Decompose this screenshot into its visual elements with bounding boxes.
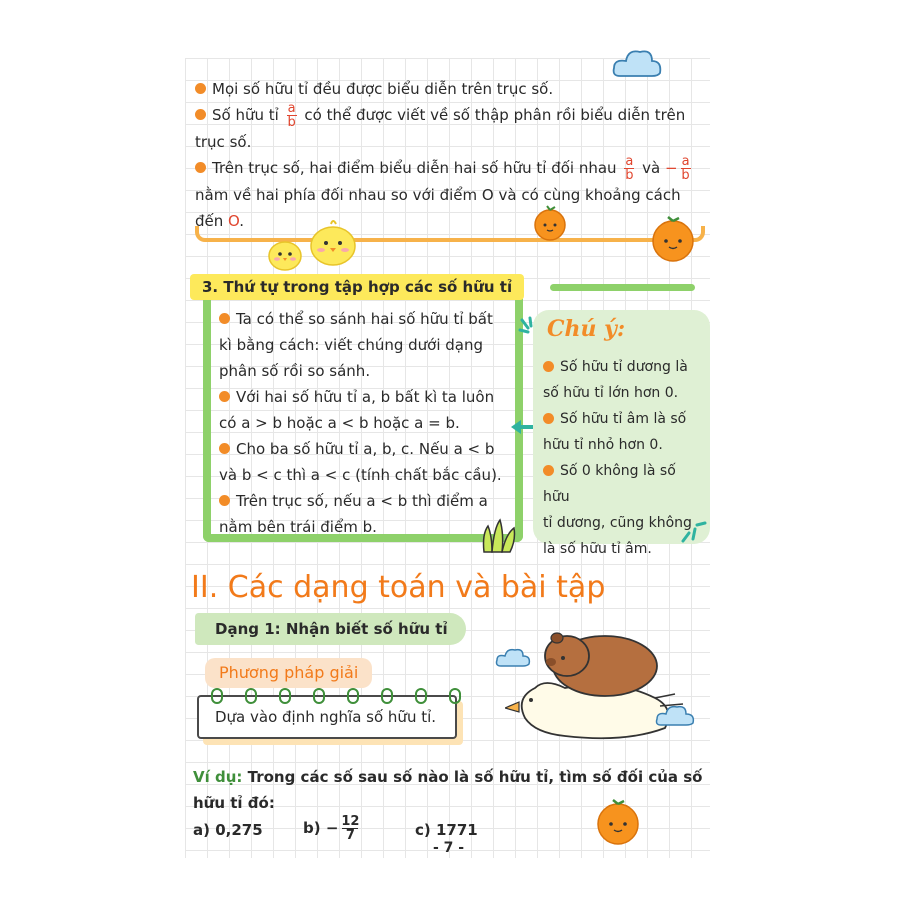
section-2-title: II. Các dạng toán và bài tập	[191, 570, 606, 605]
option-a: a) 0,275	[193, 821, 263, 839]
bullet-dot-icon	[543, 465, 554, 476]
text-line: Với hai số hữu tỉ a, b bất kì ta luôn	[236, 388, 495, 406]
green-rule	[550, 284, 695, 291]
bullet-text: Mọi số hữu tỉ đều được biểu diễn trên trục số.	[212, 80, 554, 98]
ring-icon	[415, 688, 427, 704]
bullet-dot-icon	[219, 313, 230, 324]
bullet-text: Số hữu tỉ	[212, 106, 279, 124]
text-line: tỉ dương, cũng không	[543, 515, 692, 531]
bullet-text: trục số.	[195, 133, 252, 151]
plant-icon	[478, 514, 520, 554]
text-line: Số hữu tỉ dương là	[560, 359, 688, 375]
chick-icon	[265, 236, 305, 272]
bullet-dot-icon	[195, 162, 206, 173]
text-line: Ta có thể so sánh hai số hữu tỉ bất	[236, 310, 493, 328]
text-line: Số 0 không là số hữu	[543, 463, 676, 505]
example-text: hữu tỉ đó:	[193, 794, 275, 812]
text-line: và b < c thì a < c (tính chất bắc cầu).	[219, 466, 502, 484]
fraction-a-over-b: $\frac{a}{b}$	[287, 101, 296, 130]
ring-icon	[449, 688, 461, 704]
text-line: hữu tỉ nhỏ hơn 0.	[543, 437, 663, 453]
fraction-neg-a-over-b: $\frac{a}{b}$	[681, 154, 690, 183]
dang-1-tag: Dạng 1: Nhận biết số hữu tỉ	[195, 613, 466, 645]
arrow-left-icon	[511, 420, 533, 434]
option-c: c) 1771	[415, 821, 478, 839]
spiral-rings	[205, 688, 465, 704]
bullet-text: Trên trục số, hai điểm biểu diễn hai số hữu tỉ đối nhau	[212, 159, 617, 177]
ring-icon	[313, 688, 325, 704]
text-line: là số hữu tỉ âm.	[543, 541, 652, 557]
bullet-dot-icon	[219, 495, 230, 506]
method-label: Phương pháp giải	[205, 658, 372, 688]
option-b	[303, 815, 362, 842]
orange-fruit-icon	[530, 203, 570, 243]
section-1-text	[195, 76, 700, 234]
section-3-title: 3. Thứ tự trong tập hợp các số hữu tỉ	[190, 274, 524, 300]
text-line: Cho ba số hữu tỉ a, b, c. Nếu a < b	[236, 440, 495, 458]
text-line: số hữu tỉ lớn hơn 0.	[543, 385, 679, 401]
fraction-12-over-7: $\frac{12}{7}$	[341, 814, 360, 843]
bullet-text: có thể được viết về số thập phân rồi biểu diễn trên	[304, 106, 686, 124]
bullet-dot-icon	[543, 361, 554, 372]
text-line: phân số rồi so sánh.	[219, 362, 371, 380]
text-line: có a > b hoặc a < b hoặc a = b.	[219, 414, 460, 432]
point-o: O	[228, 212, 240, 230]
minus-sign: −	[664, 159, 678, 177]
ring-icon	[279, 688, 291, 704]
section-3-box	[203, 294, 523, 542]
orange-fruit-icon	[593, 796, 643, 846]
note-title: Chú ý:	[547, 316, 626, 342]
capybara-goose-illustration	[505, 618, 705, 748]
bullet-dot-icon	[195, 109, 206, 120]
example-options	[193, 815, 593, 849]
fraction-a-over-b: $\frac{a}{b}$	[625, 154, 634, 183]
ring-icon	[211, 688, 223, 704]
option-b-prefix: b) −	[303, 819, 339, 837]
bullet-text: và	[642, 159, 661, 177]
text-line: kì bằng cách: viết chúng dưới dạng	[219, 336, 484, 354]
text-line: Số hữu tỉ âm là số	[560, 411, 687, 427]
example-text: Trong các số sau số nào là số hữu tỉ, tìm số đối của số	[247, 768, 703, 786]
section-3-content	[219, 306, 517, 540]
bullet-dot-icon	[543, 413, 554, 424]
method-box: Dựa vào định nghĩa số hữu tỉ.	[197, 695, 457, 739]
sparkle-icon	[518, 316, 544, 342]
cloud-icon	[495, 646, 531, 668]
ring-icon	[245, 688, 257, 704]
bullet-text: đến	[195, 212, 224, 230]
sparkle-icon	[679, 513, 707, 545]
ring-icon	[381, 688, 393, 704]
text-line: nằm bên trái điểm b.	[219, 518, 377, 536]
chick-icon	[305, 218, 361, 268]
notebook-page	[185, 58, 710, 858]
period: .	[239, 212, 245, 230]
bullet-text: nằm về hai phía đối nhau so với điểm O và có cùng khoảng cách	[195, 186, 681, 204]
example-label: Ví dụ:	[193, 768, 243, 786]
text-line: Trên trục số, nếu a < b thì điểm a	[236, 492, 488, 510]
cloud-icon	[655, 703, 695, 727]
bullet-dot-icon	[219, 443, 230, 454]
ring-icon	[347, 688, 359, 704]
bullet-dot-icon	[195, 83, 206, 94]
bullet-dot-icon	[219, 391, 230, 402]
page-number: - 7 -	[433, 840, 465, 856]
orange-fruit-icon	[648, 213, 698, 263]
note-box	[533, 310, 710, 557]
cloud-icon	[612, 46, 662, 78]
